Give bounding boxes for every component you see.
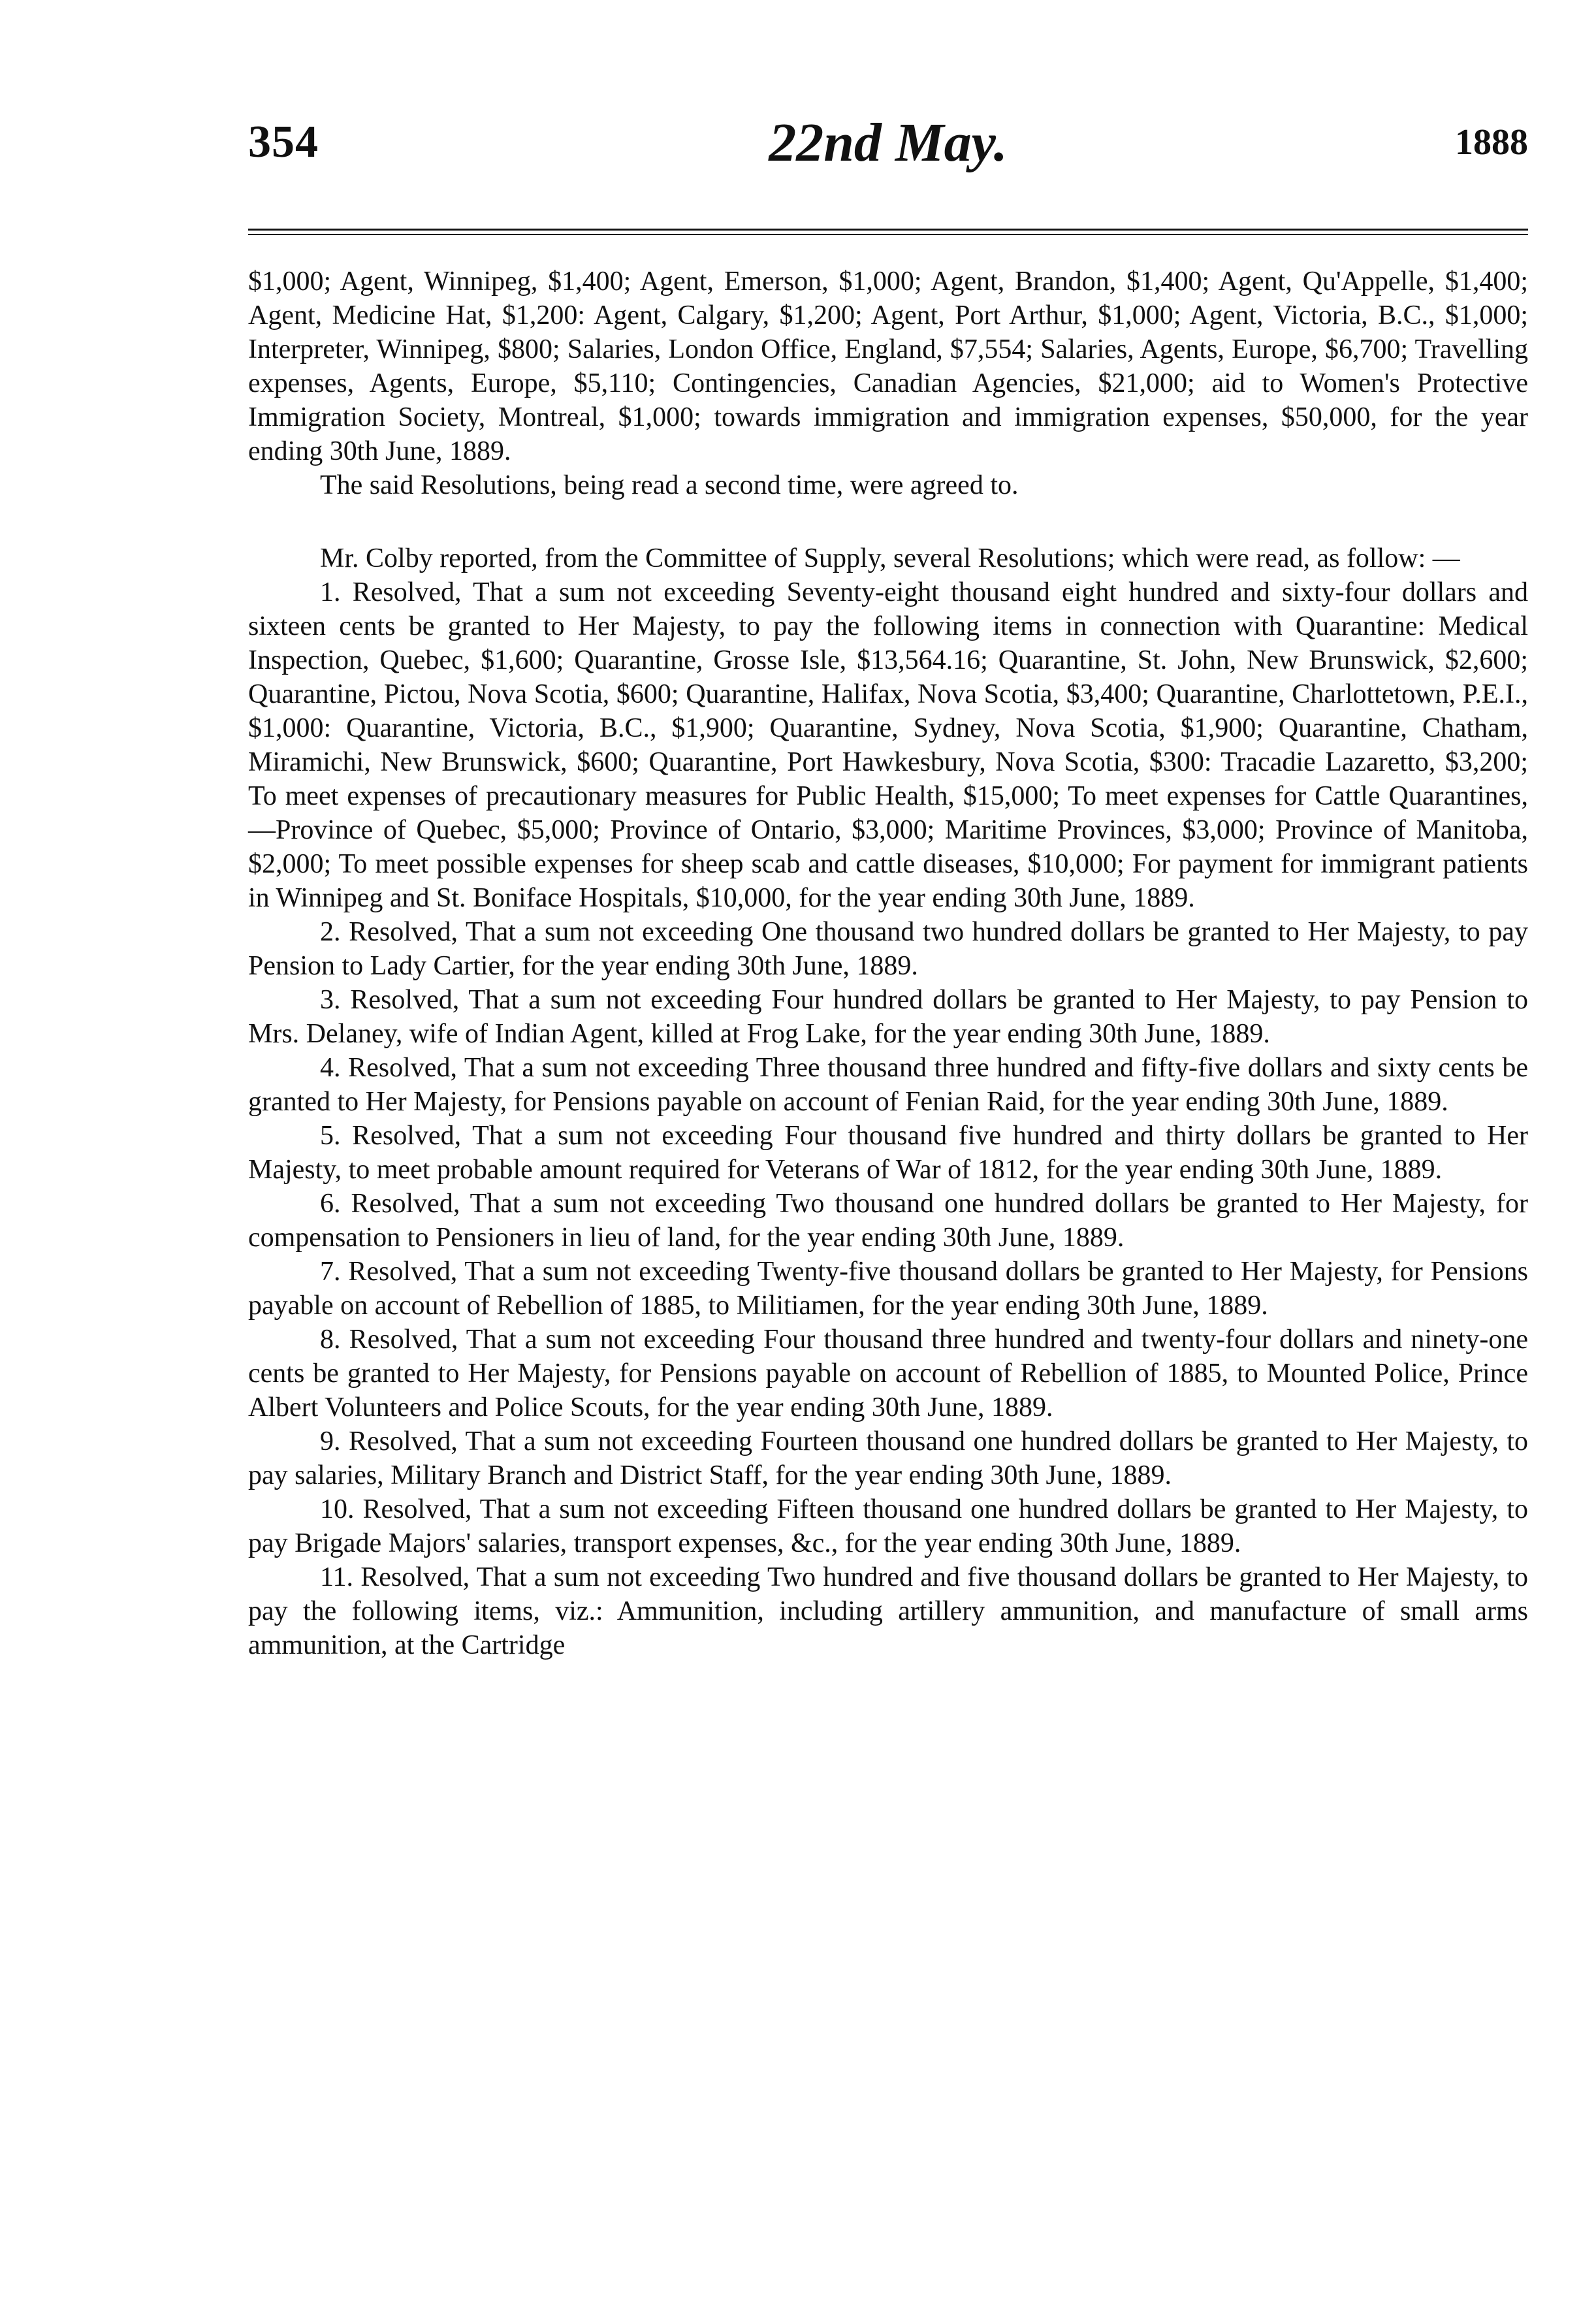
page-number: 354: [248, 117, 319, 167]
paragraph-immigration-items: $1,000; Agent, Winnipeg, $1,400; Agent, Emerson, $1,000; Agent, Brandon, $1,400; Agent, Qu'Appelle, $1,400; Agent, Medicine Hat, $1,200: Agent, Calgary, $1,200; Agent, Port Arthur, $1,000; Agent, Victoria, B.C., $1,000; Interpreter, Winnipeg, $800; Salaries, London Office, England, $7,554; Salaries, Agents, Europe, $6,700; Travelling expenses, Agents, Europe, $5,110; Contingencies, Canadian Agencies, $21,000; aid to Women's Protective Immigration Society, Montreal, $1,000; towards immigration and immigration expenses, $50,000, for the year ending 30th June, 1889.: [248, 266, 1528, 466]
running-title: 22nd May.: [769, 112, 1008, 173]
resolution-11: 11. Resolved, That a sum not exceeding Two hundred and five thousand dollars be granted to Her Majesty, to pay the following items, viz.: Ammunition, including artillery ammunition, and manufacture of small arms ammunition, at the Cartridge: [248, 1562, 1528, 1660]
paragraph-committee-report: Mr. Colby reported, from the Committee of Supply, several Resolutions; which were read, as follow: —: [320, 543, 1460, 573]
resolution-3: 3. Resolved, That a sum not exceeding Four hundred dollars be granted to Her Majesty, to pay Pension to Mrs. Delaney, wife of Indian Agent, killed at Frog Lake, for the year ending 30th June, 1889.: [248, 985, 1528, 1049]
year: 1888: [1455, 122, 1528, 163]
resolution-4: 4. Resolved, That a sum not exceeding Three thousand three hundred and fifty-five dollars and sixty cents be granted to Her Majesty, for Pensions payable on account of Fenian Raid, for the year ending 30th June, 1889.: [248, 1053, 1528, 1117]
resolution-10: 10. Resolved, That a sum not exceeding Fifteen thousand one hundred dollars be granted to Her Majesty, to pay Brigade Majors' salaries, transport expenses, &c., for the year ending 30th June, 1889.: [248, 1494, 1528, 1558]
resolution-5: 5. Resolved, That a sum not exceeding Four thousand five hundred and thirty dollars be granted to Her Majesty, to meet probable amount required for Veterans of War of 1812, for the year ending 30th June, 1889.: [248, 1121, 1528, 1185]
resolution-6: 6. Resolved, That a sum not exceeding Two thousand one hundred dollars be granted to Her Majesty, for compensation to Pensioners in lieu of land, for the year ending 30th June, 1889.: [248, 1189, 1528, 1253]
resolution-2: 2. Resolved, That a sum not exceeding One thousand two hundred dollars be granted to Her Majesty, to pay Pension to Lady Cartier, for the year ending 30th June, 1889.: [248, 917, 1528, 981]
header-rule: [248, 229, 1528, 235]
resolution-1: 1. Resolved, That a sum not exceeding Seventy-eight thousand eight hundred and sixty-four dollars and sixteen cents be granted to Her Majesty, to pay the following items in connection with Quarantine: Medical Inspection, Quebec, $1,600; Quarantine, Grosse Isle, $13,564.16; Quarantine, St. John, New Brunswick, $2,600; Quarantine, Pictou, Nova Scotia, $600; Quarantine, Halifax, Nova Scotia, $3,400; Quarantine, Charlottetown, P.E.I., $1,000: Quarantine, Victoria, B.C., $1,900; Quarantine, Sydney, Nova Scotia, $1,900; Quarantine, Chatham, Miramichi, New Brunswick, $600; Quarantine, Port Hawkesbury, Nova Scotia, $300: Tracadie Lazaretto, $3,200; To meet expenses of precautionary measures for Public Health, $15,000; To meet expenses for Cattle Quarantines,—Province of Quebec, $5,000; Province of Ontario, $3,000; Maritime Provinces, $3,000; Province of Manitoba, $2,000; To meet possible expenses for sheep scab and cattle diseases, $10,000; For payment for immigrant patients in Winnipeg and St. Boniface Hospitals, $10,000, for the year ending 30th June, 1889.: [248, 577, 1528, 913]
resolution-8: 8. Resolved, That a sum not exceeding Four thousand three hundred and twenty-four dollars and ninety-one cents be granted to Her Majesty, for Pensions payable on account of Rebellion of 1885, to Mounted Police, Prince Albert Volunteers and Police Scouts, for the year ending 30th June, 1889.: [248, 1325, 1528, 1423]
resolution-9: 9. Resolved, That a sum not exceeding Fourteen thousand one hundred dollars be granted to Her Majesty, to pay salaries, Military Branch and District Staff, for the year ending 30th June, 1889.: [248, 1426, 1528, 1490]
resolution-7: 7. Resolved, That a sum not exceeding Twenty-five thousand dollars be granted to Her Majesty, for Pensions payable on account of Rebellion of 1885, to Militiamen, for the year ending 30th June, 1889.: [248, 1257, 1528, 1321]
paragraph-second-reading: The said Resolutions, being read a second time, were agreed to.: [320, 470, 1019, 500]
body-text: [248, 265, 1528, 1662]
page-header: [248, 111, 1528, 183]
